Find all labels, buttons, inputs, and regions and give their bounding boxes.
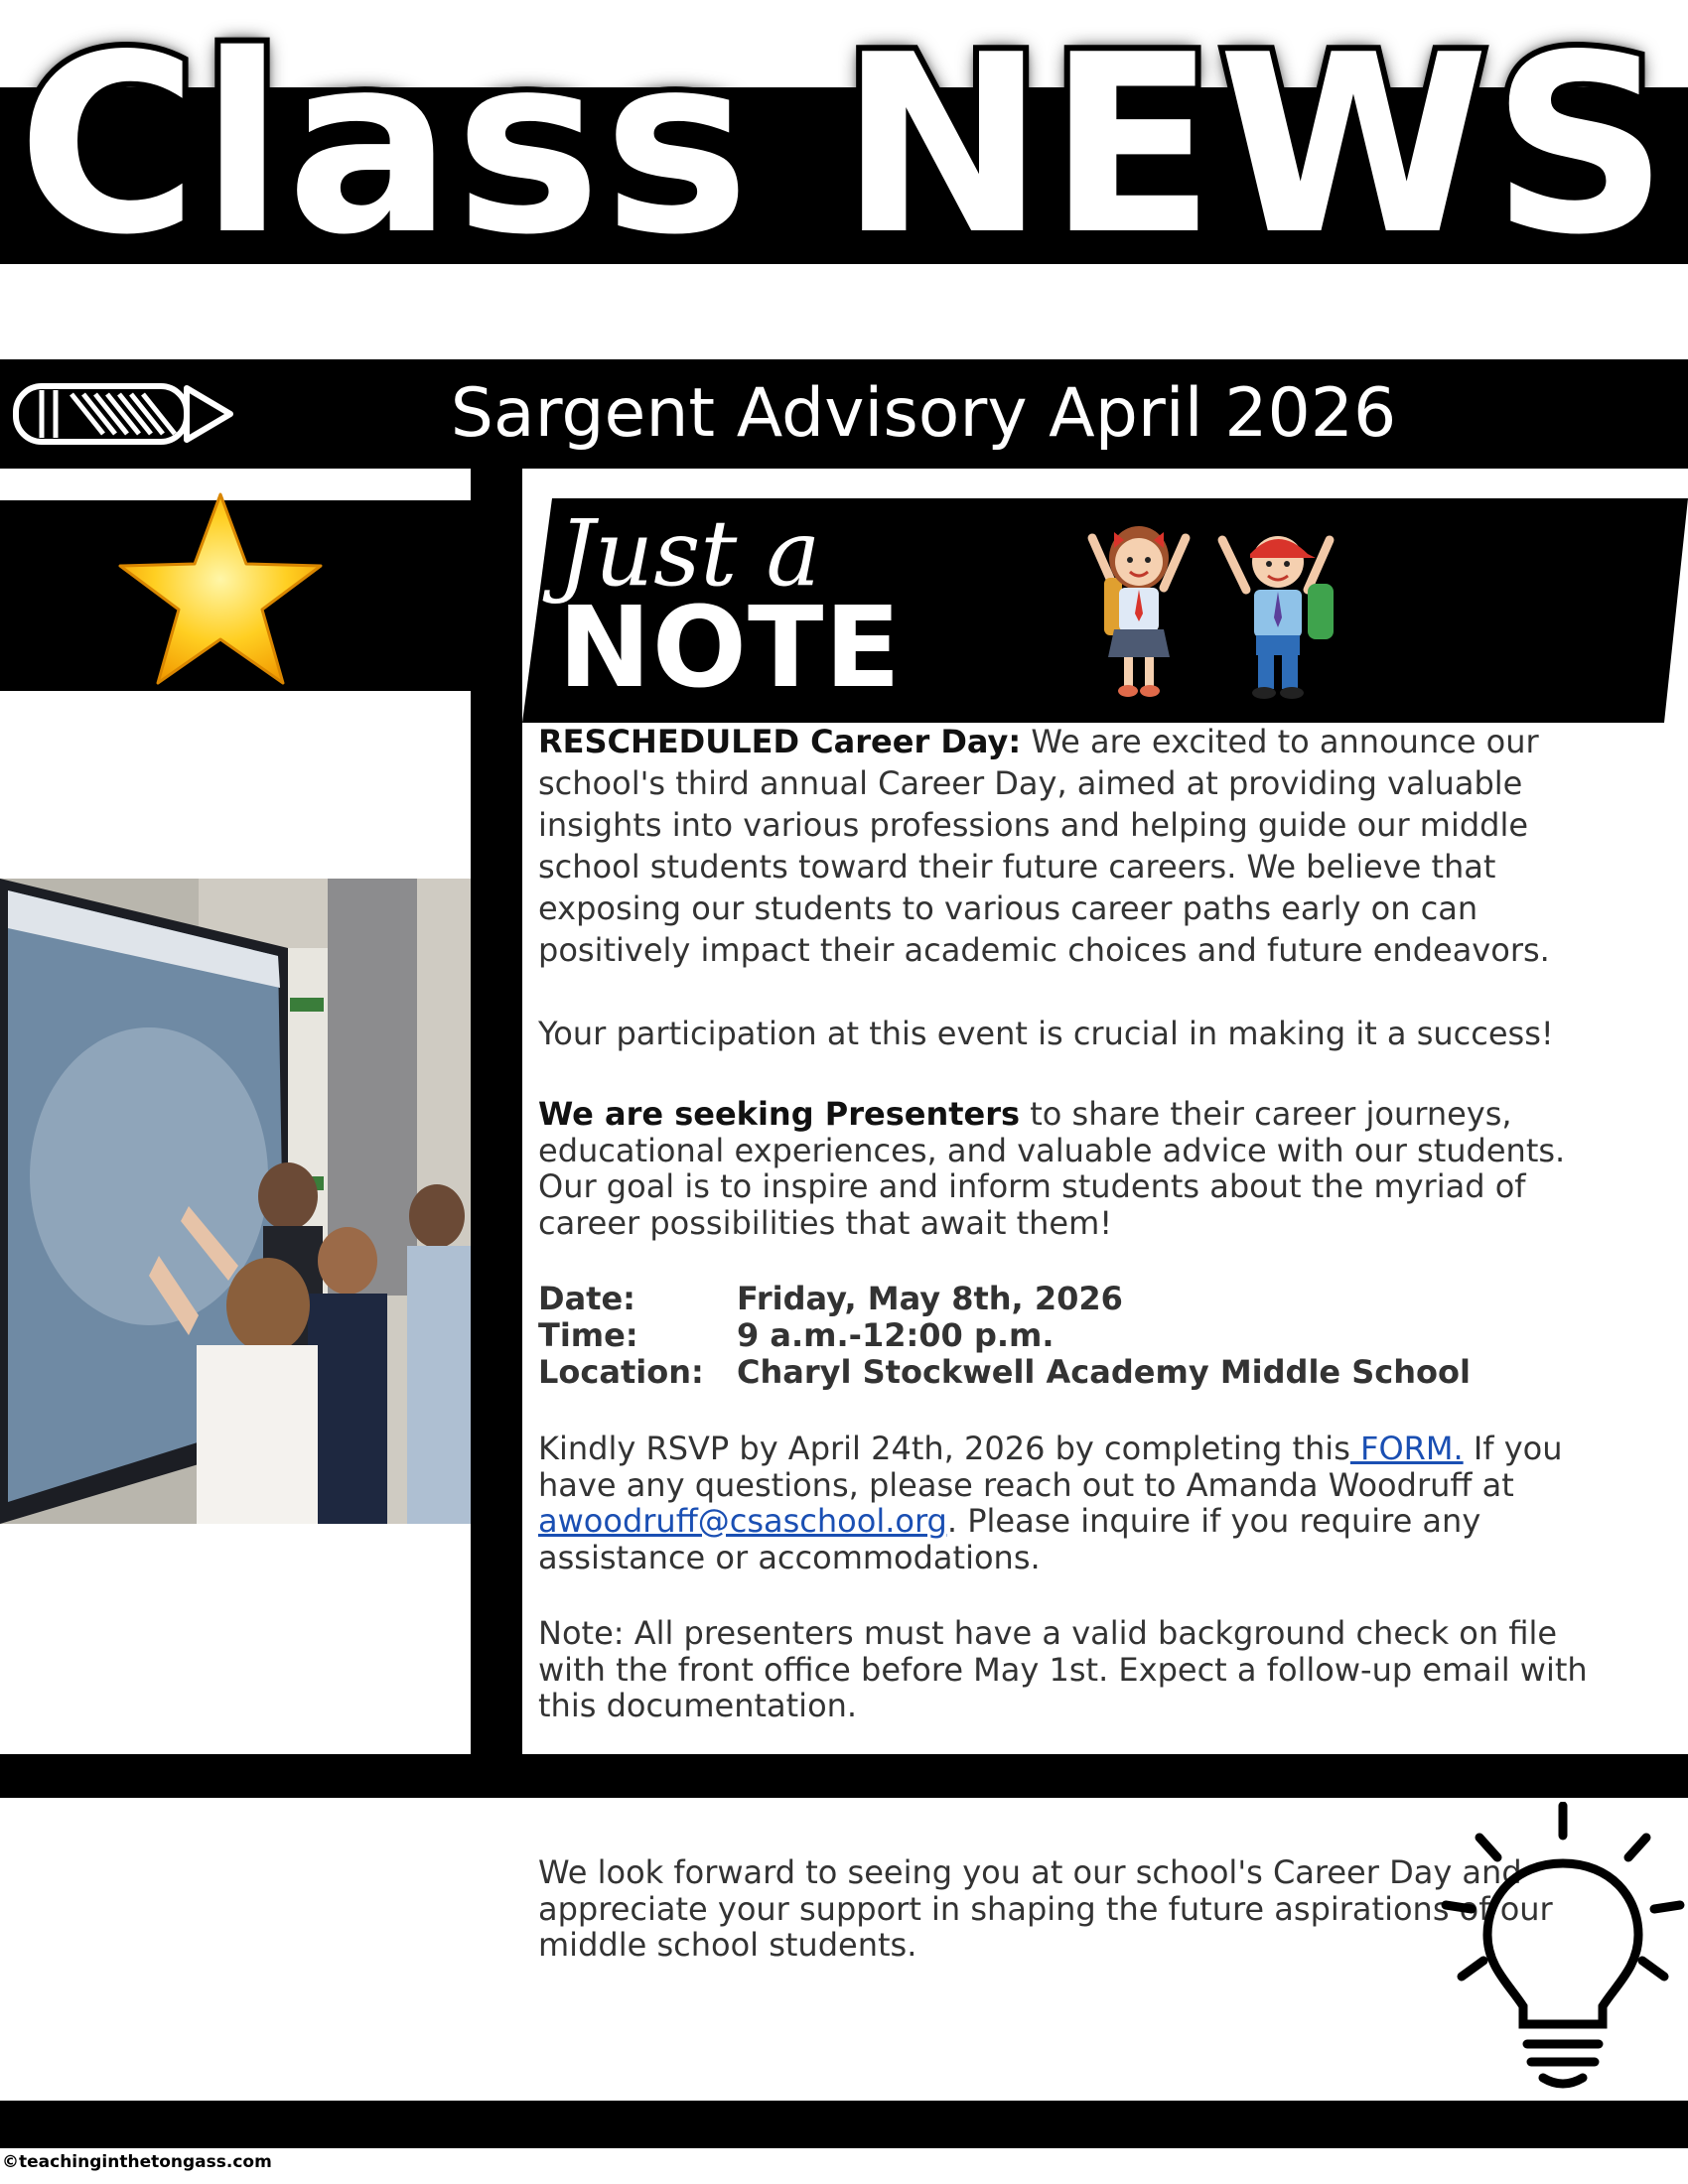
time-value: 9 a.m.-12:00 p.m.: [737, 1316, 1055, 1354]
students-smartboard-photo: [0, 879, 479, 1524]
rsvp-contact-text: If you have any questions, please reach out to Amanda Woodruff at: [538, 1430, 1563, 1504]
note-heading-top: Just a: [558, 500, 821, 607]
lower-band: [0, 1754, 1688, 1798]
time-label: Time:: [538, 1316, 638, 1354]
masthead-title: Class NEWS: [17, 3, 1671, 289]
star-icon: [114, 488, 327, 689]
kids-clipart: [1084, 518, 1352, 705]
footer-credit: ©teachinginthetongass.com: [2, 2152, 272, 2172]
footer-band: [0, 2101, 1688, 2148]
presenters-lead: We are seeking Presenters: [538, 1095, 1021, 1133]
closing-text: We look forward to seeing you at our school's Career Day and appreciate your support in shaping the future aspirations of our middle school students.: [538, 1853, 1553, 1964]
participation-text: Your participation at this event is crucial in making it a success!: [538, 1015, 1554, 1052]
newsletter-body: [538, 721, 1620, 1724]
presenters-paragraph: [538, 1096, 1620, 1241]
location-row: [538, 1354, 1620, 1391]
column-divider: [471, 469, 522, 1754]
rsvp-paragraph: [538, 1431, 1620, 1575]
pencil-icon: [12, 380, 235, 448]
rsvp-text: Kindly RSVP by April 24th, 2026 by completing this: [538, 1430, 1350, 1467]
presenters-text: to share their career journeys, educational experiences, and valuable advice with our students. Our goal is to inspire and inform students about the myriad of career possibilities that await them!: [538, 1095, 1566, 1242]
date-row: [538, 1281, 1620, 1317]
date-label: Date:: [538, 1280, 635, 1317]
background-check-note: Note: All presenters must have a valid background check on file with the front office before May 1st. Expect a follow-up email with this documentation.: [538, 1614, 1588, 1724]
lightbulb-icon: [1440, 1802, 1686, 2090]
intro-lead: RESCHEDULED Career Day:: [538, 723, 1022, 760]
date-value: Friday, May 8th, 2026: [737, 1280, 1123, 1317]
event-details: [538, 1281, 1620, 1391]
intro-text: We are excited to announce our school's third annual Career Day, aimed at providing valuable insights into various professions and helping guide our middle school students toward their future careers. We believe that exposing our students to various career paths early on can positively impact their academic choices and future endeavors.: [538, 723, 1550, 969]
email-link[interactable]: awoodruff@csaschool.org: [538, 1502, 947, 1540]
rsvp-after-text: . Please inquire if you require any assistance or accommodations.: [538, 1502, 1481, 1576]
rsvp-form-link[interactable]: FORM.: [1349, 1430, 1464, 1467]
newsletter-subtitle: Sargent Advisory April 2026: [450, 374, 1397, 453]
time-row: [538, 1317, 1620, 1354]
location-label: Location:: [538, 1353, 704, 1391]
location-value: Charyl Stockwell Academy Middle School: [737, 1353, 1471, 1391]
intro-paragraph: [538, 721, 1620, 971]
note-heading-bottom: NOTE: [558, 584, 902, 713]
